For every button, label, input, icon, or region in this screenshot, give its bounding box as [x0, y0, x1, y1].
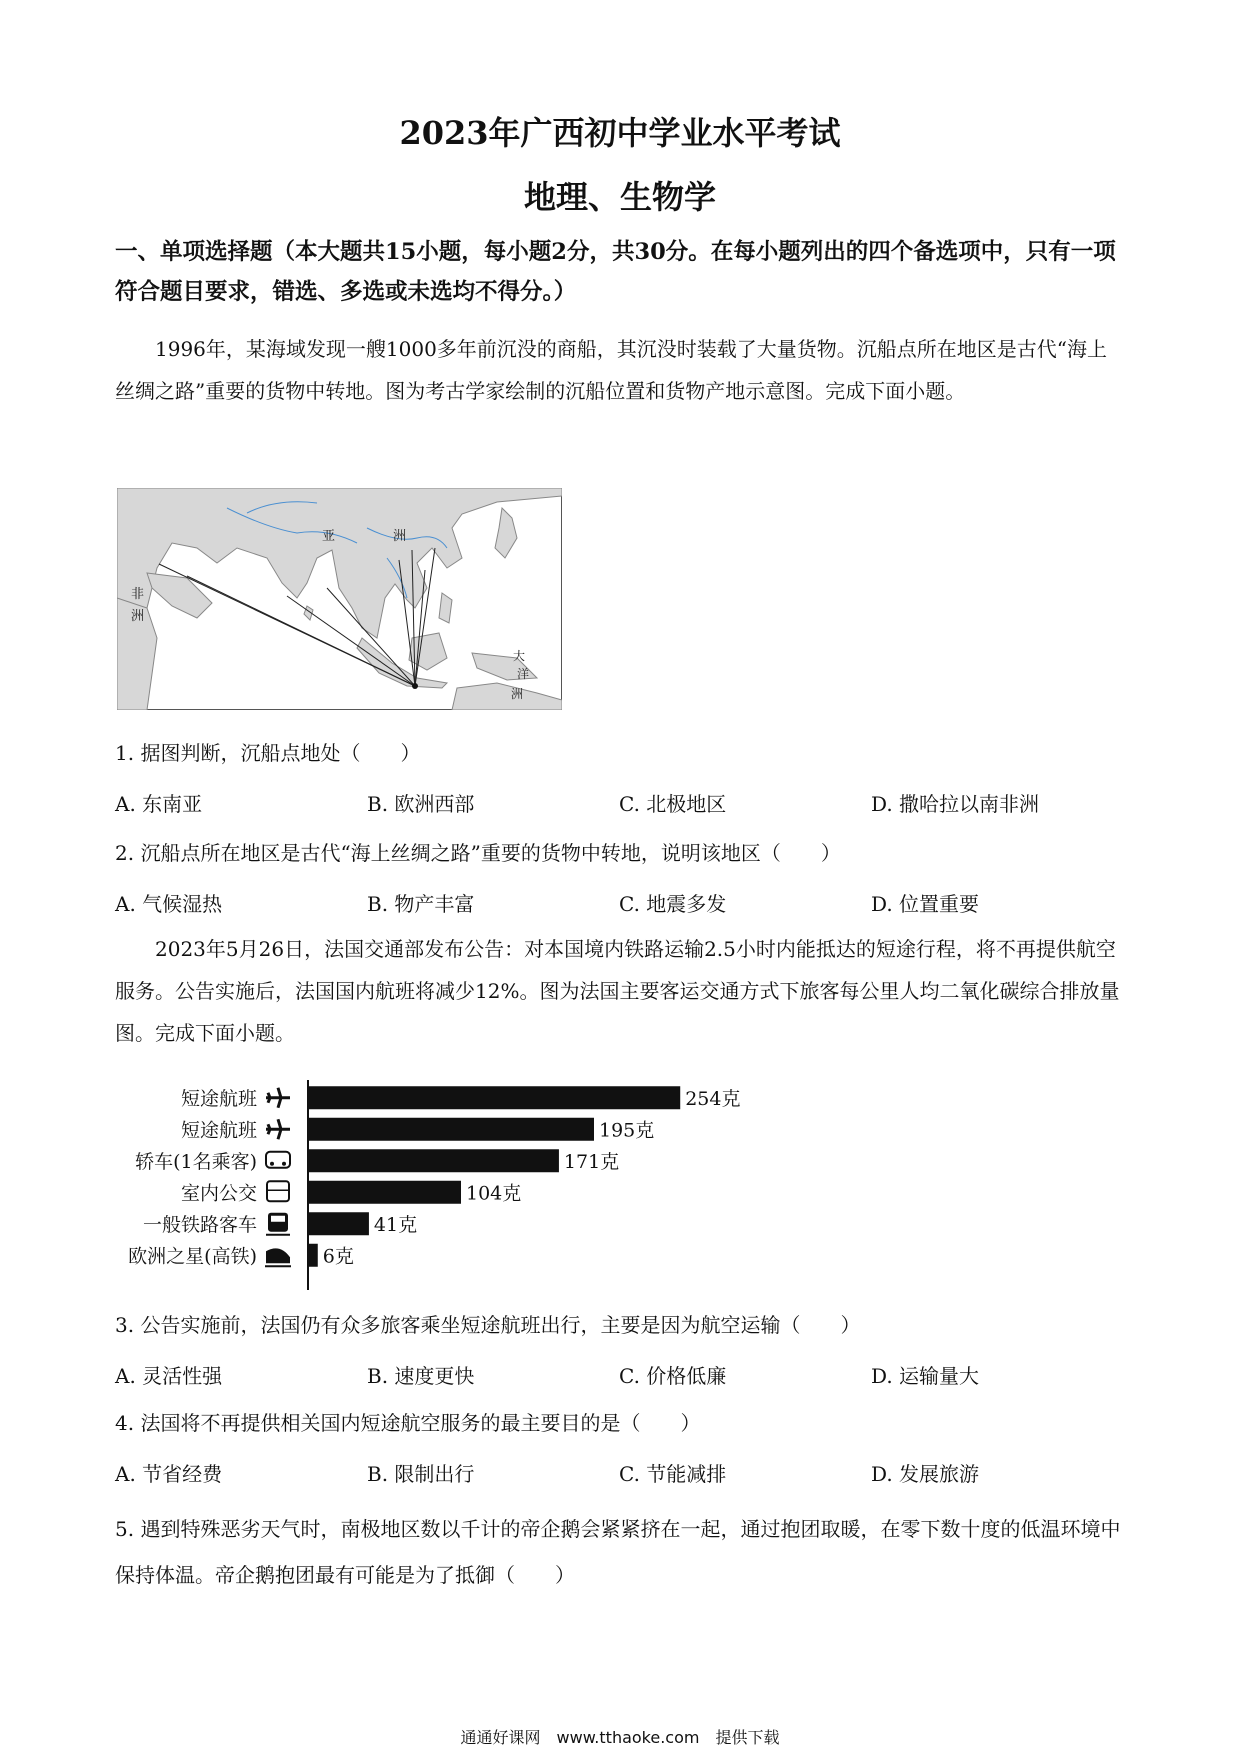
question-2-options — [115, 888, 1135, 918]
airplane-icon — [266, 1088, 290, 1108]
option-d[interactable]: D. 撒哈拉以南非洲 — [871, 792, 1040, 816]
bar — [309, 1086, 680, 1109]
train-icon — [266, 1213, 290, 1235]
category-label: 一般铁路客车 — [142, 1213, 257, 1236]
map-label-oceania-3: 洲 — [511, 687, 524, 701]
value-label: 104克 — [466, 1182, 522, 1205]
question-4-stem: 4. 法国将不再提供相关国内短途航空服务的最主要目的是（ ） — [115, 1411, 701, 1435]
emission-bar-chart — [115, 1080, 815, 1290]
chart-row — [181, 1086, 741, 1110]
map-label-africa-1: 非 — [131, 587, 145, 602]
option-d[interactable]: D. 运输量大 — [871, 1364, 980, 1388]
bar — [309, 1212, 369, 1235]
option-b[interactable]: B. 物产丰富 — [367, 892, 475, 916]
footer-source: 通通好课网 www.tthaoke.com 提供下载 — [460, 1728, 780, 1747]
map-label-asia-2: 洲 — [393, 529, 407, 544]
option-b[interactable]: B. 速度更快 — [367, 1364, 475, 1388]
chart-row — [128, 1244, 354, 1268]
question-3-stem: 3. 公告实施前，法国仍有众多旅客乘坐短途航班出行，主要是因为航空运输（ ） — [115, 1313, 861, 1337]
option-b[interactable]: B. 限制出行 — [367, 1462, 475, 1486]
exam-title: 2023年广西初中学业水平考试 — [399, 114, 841, 152]
car-icon — [266, 1152, 290, 1168]
airplane-icon — [266, 1119, 290, 1139]
passage-france-transport: 2023年5月26日，法国交通部发布公告：对本国境内铁路运输2.5小时内能抵达的短途行程，将不再提供航空服务。公告实施后，法国国内航班将减少12%。图为法国主要客运交通方式下旅客每公里人均二氧化碳综合排放量图。完成下面小题。 — [115, 937, 1120, 1045]
map-label-africa-2: 洲 — [131, 609, 145, 624]
map-label-oceania-1: 大 — [513, 649, 526, 663]
question-1-stem: 1. 据图判断，沉船点地处（ ） — [115, 741, 421, 765]
question-5-stem: 5. 遇到特殊恶劣天气时，南极地区数以千计的帝企鹅会紧紧挤在一起，通过抱团取暖，在零下数十度的低温环境中保持体温。帝企鹅抱团最有可能是为了抵御（ ） — [115, 1517, 1121, 1587]
chart-row — [135, 1149, 619, 1173]
map-label-asia-1: 亚 — [322, 529, 336, 544]
option-a[interactable]: A. 东南亚 — [115, 792, 203, 816]
option-c[interactable]: C. 北极地区 — [619, 792, 727, 816]
value-label: 41克 — [373, 1213, 418, 1236]
category-label: 欧洲之星(高铁) — [128, 1245, 257, 1268]
question-4-options — [115, 1458, 1135, 1488]
category-label: 室内公交 — [180, 1182, 257, 1205]
exam-subtitle: 地理、生物学 — [523, 178, 716, 216]
chart-row — [143, 1212, 417, 1236]
category-label: 短途航班 — [180, 1087, 257, 1110]
passage-shipwreck: 1996年，某海域发现一艘1000多年前沉没的商船，其沉没时装载了大量货物。沉船点所在地区是古代“海上丝绸之路”重要的货物中转地。图为考古学家绘制的沉船位置和货物产地示意图。完成下面小题。 — [115, 337, 1108, 403]
chart-row — [181, 1118, 654, 1142]
category-label: 短途航班 — [180, 1119, 257, 1142]
question-1-options — [115, 788, 1135, 818]
option-d[interactable]: D. 发展旅游 — [871, 1462, 980, 1486]
bar — [309, 1149, 559, 1172]
chart-row — [181, 1181, 521, 1205]
bus-icon — [267, 1181, 289, 1201]
section-heading: 一、单项选择题（本大题共15小题，每小题2分，共30分。在每小题列出的四个备选项中，只有一项符合题目要求，错选、多选或未选均不得分。） — [115, 239, 1116, 305]
high-speed-train-icon — [265, 1248, 291, 1266]
bar — [309, 1181, 461, 1204]
option-a[interactable]: A. 节省经费 — [115, 1462, 223, 1486]
value-label: 171克 — [563, 1150, 620, 1173]
option-d[interactable]: D. 位置重要 — [871, 892, 980, 916]
question-2-stem: 2. 沉船点所在地区是古代“海上丝绸之路”重要的货物中转地，说明该地区（ ） — [115, 841, 841, 865]
value-label: 195克 — [599, 1119, 655, 1142]
option-c[interactable]: C. 节能减排 — [619, 1462, 727, 1486]
bar — [309, 1244, 318, 1267]
option-a[interactable]: A. 灵活性强 — [115, 1364, 223, 1388]
shipwreck-map — [117, 488, 562, 710]
option-a[interactable]: A. 气候湿热 — [115, 892, 223, 916]
value-label: 6克 — [322, 1245, 354, 1268]
option-c[interactable]: C. 地震多发 — [619, 892, 727, 916]
shipwreck-point — [412, 683, 418, 689]
value-label: 254克 — [685, 1087, 741, 1110]
option-c[interactable]: C. 价格低廉 — [619, 1364, 727, 1388]
option-b[interactable]: B. 欧洲西部 — [367, 792, 475, 816]
question-3-options — [115, 1360, 1135, 1390]
map-label-oceania-2: 洋 — [517, 667, 530, 681]
bar — [309, 1118, 594, 1141]
category-label: 轿车(1名乘客) — [135, 1150, 257, 1173]
